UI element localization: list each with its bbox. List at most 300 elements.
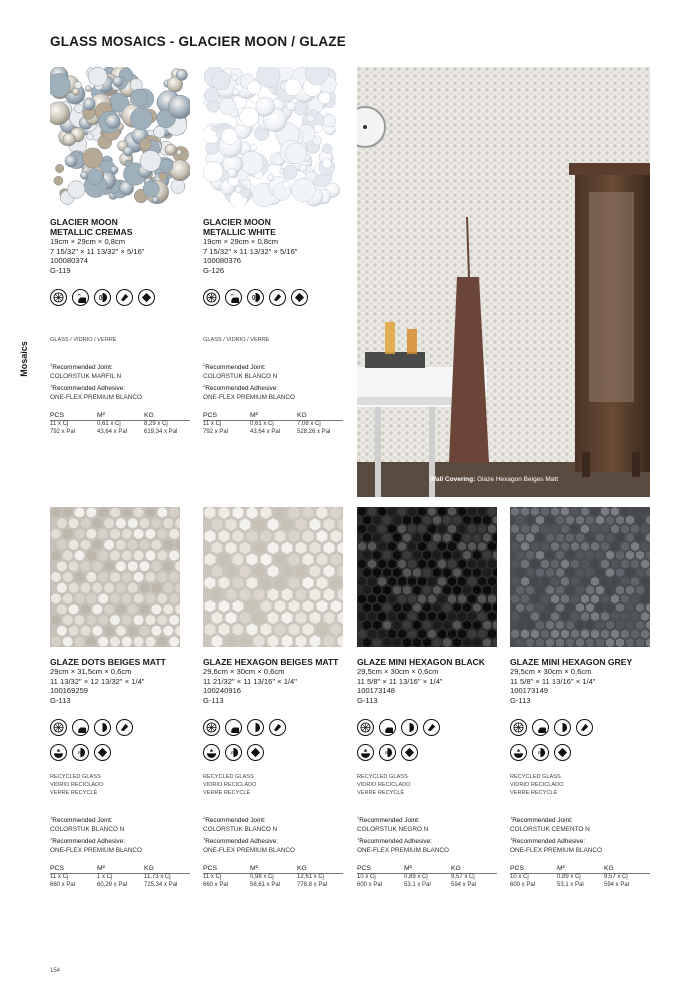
mosaic-piece: [247, 81, 261, 95]
mosaic-piece: [69, 518, 79, 528]
wall-use-icon: [116, 719, 133, 736]
product-name: GLACIER MOON METALLIC WHITE: [203, 217, 276, 237]
mosaic-piece: [232, 89, 239, 96]
wall-use-icon: [423, 719, 440, 736]
mosaic-piece: [85, 86, 91, 92]
mosaic-piece: [98, 529, 108, 539]
mosaic-piece: [212, 125, 218, 131]
mosaic-piece: [140, 583, 150, 593]
product-group: G-119: [50, 265, 71, 275]
mosaic-piece: [170, 160, 190, 181]
mosaic-piece: [240, 151, 263, 174]
mosaic-piece: [57, 583, 67, 593]
mosaic-piece: [176, 150, 182, 156]
mosaic-piece: [283, 181, 290, 188]
product-group: G-126: [203, 265, 225, 275]
interior-use-icon: [247, 719, 264, 736]
tile-swatch: [203, 67, 343, 207]
recycled-content-icon: [72, 744, 89, 761]
mosaic-piece: [116, 604, 126, 614]
mosaic-piece: [75, 615, 85, 625]
interior-use-icon: [94, 719, 111, 736]
mosaic-piece: [98, 637, 108, 647]
mosaic-piece: [134, 637, 144, 647]
mosaic-piece: [151, 561, 161, 571]
mosaic-piece: [123, 146, 133, 156]
packing-table: PCS M² KG 11 x Cj 0,61 x Cj 7,08 x Cj 792 x Pal 43,64 x Pal 528,26 x Pal: [203, 412, 343, 436]
mosaic-piece: [51, 594, 61, 604]
mosaic-piece: [50, 102, 70, 125]
wall-use-icon: [116, 289, 133, 306]
mosaic-piece: [128, 604, 138, 614]
mosaic-piece: [139, 138, 151, 150]
interior-use-icon: [554, 719, 571, 736]
floor-use-icon: [138, 289, 155, 306]
mosaic-piece: [322, 159, 331, 168]
mosaic-piece: [163, 540, 173, 550]
wet-area-icon: [72, 289, 89, 306]
property-icons-row2: [357, 744, 502, 761]
frost-resistance-icon: [357, 719, 374, 736]
mosaic-piece: [116, 626, 126, 636]
svg-text:R: R: [384, 750, 389, 756]
product-image[interactable]: [357, 507, 497, 647]
product-group: G-113: [203, 695, 224, 705]
product-code: 100080374: [50, 256, 89, 265]
size-metric: 19cm × 29cm × 0,8cm: [50, 237, 126, 246]
mosaic-piece: [75, 572, 85, 582]
mosaic-piece: [75, 507, 85, 517]
mosaic-piece: [157, 507, 167, 517]
mosaic-piece: [51, 615, 61, 625]
product-card-glaze-dots-beiges-matt[interactable]: [50, 507, 195, 889]
mosaic-piece: [125, 160, 132, 167]
svg-text:R: R: [230, 750, 235, 756]
mosaic-piece: [163, 604, 173, 614]
wet-area-icon: [225, 719, 242, 736]
page-title: GLASS MOSAICS - GLACIER MOON / GLAZE: [50, 34, 346, 49]
mosaic-piece: [110, 507, 120, 517]
mosaic-piece: [151, 626, 161, 636]
product-name: GLAZE MINI HEXAGON GREY: [510, 657, 633, 667]
mosaic-piece: [69, 626, 79, 636]
property-icons-row2: [510, 744, 655, 761]
mosaic-piece: [228, 168, 237, 177]
tile-swatch: [510, 507, 650, 647]
pool-use-icon: [203, 744, 220, 761]
mosaic-piece: [57, 626, 67, 636]
mosaic-piece: [63, 529, 73, 539]
mosaic-piece: [168, 95, 190, 119]
floor-use-icon: [554, 744, 571, 761]
photo-caption: Wall Covering: Glaze Hexagon Beiges Matt: [430, 476, 559, 483]
product-card-glacier-moon-metallic-white[interactable]: [203, 67, 348, 436]
mosaic-piece: [83, 98, 95, 110]
pool-use-icon: [50, 744, 67, 761]
property-icons: [510, 719, 655, 736]
mosaic-piece: [128, 518, 138, 528]
mosaic-piece: [122, 551, 132, 561]
mosaic-piece: [151, 518, 161, 528]
size-metric: 29,5cm × 30cm × 0,6cm: [510, 667, 592, 676]
recommendations: $^1$Recommended Joint: COLORSTUK BLANCO N $^1$Recommended Adhesive: ONE-FLEX PREMIUM BLANCO: [50, 815, 142, 855]
mosaic-piece: [169, 594, 179, 604]
mosaic-piece: [165, 144, 176, 155]
product-image[interactable]: [203, 67, 343, 207]
mosaic-piece: [134, 615, 144, 625]
product-card-glaze-hexagon-beiges-matt[interactable]: [203, 507, 348, 889]
mosaic-piece: [134, 529, 144, 539]
wet-area-icon: [72, 719, 89, 736]
mosaic-piece: [283, 165, 297, 179]
mosaic-piece: [92, 540, 102, 550]
mosaic-piece: [151, 604, 161, 614]
mosaic-piece: [311, 109, 317, 115]
mosaic-piece: [235, 186, 242, 193]
mosaic-piece: [163, 583, 173, 593]
mosaic-piece: [92, 626, 102, 636]
mosaic-piece: [134, 551, 144, 561]
mosaic-piece: [75, 594, 85, 604]
product-code: 100173149: [510, 686, 549, 695]
mosaic-piece: [81, 626, 91, 636]
mosaic-piece: [169, 637, 179, 647]
material-label: GLASS / VIDRIO / VERRE: [50, 337, 117, 343]
mosaic-piece: [98, 615, 108, 625]
mosaic-piece: [104, 604, 114, 614]
material-label: RECYCLED GLASS VIDRIO RECICLADO VERRE RECYCLÉ: [357, 774, 411, 796]
frost-resistance-icon: [510, 719, 527, 736]
mosaic-piece: [81, 518, 91, 528]
mosaic-piece: [122, 594, 132, 604]
wet-area-icon: [379, 719, 396, 736]
mosaic-piece: [268, 174, 274, 180]
tile-swatch: [357, 507, 497, 647]
size-imperial: 7 15/32" × 11 13/32" × 5/16": [50, 246, 145, 256]
mosaic-piece: [140, 604, 150, 614]
property-icons: [203, 289, 348, 306]
mosaic-piece: [143, 181, 159, 197]
mosaic-piece: [116, 540, 126, 550]
mosaic-piece: [50, 74, 70, 98]
mosaic-piece: [75, 551, 85, 561]
property-icons: [50, 289, 195, 306]
mosaic-piece: [98, 507, 108, 517]
mosaic-piece: [146, 572, 156, 582]
mosaic-piece: [146, 507, 156, 517]
mosaic-piece: [104, 626, 114, 636]
size-metric: 29,6cm × 30cm × 0,6cm: [203, 667, 285, 676]
interior-use-icon: [401, 719, 418, 736]
mosaic-piece: [86, 529, 96, 539]
mosaic-piece: [169, 572, 179, 582]
mosaic-piece: [57, 540, 67, 550]
product-code: 100080376: [203, 256, 242, 265]
product-image[interactable]: [50, 507, 190, 647]
size-imperial: 7 15/32" × 11 13/32" × 5/16": [203, 246, 298, 256]
mosaic-piece: [54, 176, 63, 185]
recycled-content-icon: [532, 744, 549, 761]
packing-table: PCS M² KG 10 x Cj 0,89 x Cj 9,57 x Cj 600 x Pal 53,1 x Pal 594 x Pal: [357, 865, 497, 889]
size-metric: 19cm × 29cm × 0,8cm: [203, 237, 279, 246]
mosaic-piece: [160, 159, 173, 172]
mosaic-piece: [169, 615, 179, 625]
mosaic-piece: [81, 583, 91, 593]
mosaic-piece: [163, 561, 173, 571]
mosaic-piece: [116, 518, 126, 528]
mosaic-piece: [106, 114, 120, 128]
product-card-glacier-moon-metallic-cremas[interactable]: [50, 67, 195, 436]
mosaic-piece: [80, 172, 88, 180]
mosaic-piece: [324, 115, 336, 127]
mosaic-piece: [104, 518, 114, 528]
mosaic-piece: [63, 133, 76, 146]
product-name: GLAZE DOTS BEIGES MATT: [50, 657, 166, 667]
product-image[interactable]: [510, 507, 650, 647]
mosaic-piece: [69, 561, 79, 571]
mosaic-piece: [75, 529, 85, 539]
material-label: RECYCLED GLASS VIDRIO RECICLADO VERRE RECYCLÉ: [510, 774, 564, 796]
mosaic-piece: [146, 615, 156, 625]
material-label: RECYCLED GLASS VIDRIO RECICLADO VERRE RECYCLÉ: [50, 774, 104, 796]
interior-use-icon: [247, 289, 264, 306]
mosaic-piece: [322, 144, 332, 154]
mosaic-piece: [232, 75, 238, 81]
frost-resistance-icon: [50, 719, 67, 736]
mosaic-piece: [72, 88, 79, 95]
tile-swatch: [50, 507, 180, 647]
mosaic-piece: [284, 79, 301, 96]
mosaic-piece: [176, 69, 187, 80]
recommendations: $^1$Recommended Joint: COLORSTUK BLANCO N $^1$Recommended Adhesive: ONE-FLEX PREMIUM BLANCO: [203, 815, 295, 855]
mosaic-piece: [157, 572, 167, 582]
product-card-glaze-mini-hexagon-black[interactable]: [357, 507, 502, 889]
mosaic-piece: [110, 166, 118, 174]
mosaic-piece: [55, 164, 63, 172]
page-number: 154: [50, 968, 61, 974]
mosaic-piece: [86, 594, 96, 604]
mosaic-piece: [110, 572, 120, 582]
mosaic-piece: [98, 572, 108, 582]
mosaic-piece: [81, 540, 91, 550]
mosaic-piece: [152, 197, 159, 204]
product-name: GLAZE HEXAGON BEIGES MATT: [203, 657, 339, 667]
packing-table: PCS M² KG 10 x Cj 0,89 x Cj 9,57 x Cj 600 x Pal 53,1 x Pal 594 x Pal: [510, 865, 650, 889]
property-icons-row2: [203, 744, 348, 761]
mosaic-piece: [128, 540, 138, 550]
product-code: 100240916: [203, 686, 242, 695]
mosaic-piece: [163, 626, 173, 636]
mosaic-piece: [169, 529, 179, 539]
mosaic-piece: [63, 572, 73, 582]
mosaic-piece: [92, 604, 102, 614]
mosaic-piece: [286, 143, 307, 164]
product-name: GLAZE MINI HEXAGON BLACK: [357, 657, 485, 667]
interior-use-icon: [94, 289, 111, 306]
mosaic-piece: [92, 518, 102, 528]
mosaic-piece: [63, 615, 73, 625]
mosaic-piece: [104, 540, 114, 550]
recommendations: $^1$Recommended Joint: COLORSTUK CEMENTO N $^1$Recommended Adhesive: ONE-FLEX PREMIUM BLANCO: [510, 815, 602, 855]
side-label: Mosaics: [19, 341, 29, 377]
size-metric: 29cm × 31,5cm × 0,6cm: [50, 667, 132, 676]
mosaic-piece: [81, 604, 91, 614]
wet-area-icon: [532, 719, 549, 736]
mosaic-piece: [146, 551, 156, 561]
mosaic-piece: [151, 583, 161, 593]
frost-resistance-icon: [203, 719, 220, 736]
mosaic-piece: [87, 169, 103, 185]
product-card-glaze-mini-hexagon-grey[interactable]: [510, 507, 655, 889]
mosaic-piece: [57, 604, 67, 614]
mosaic-piece: [163, 518, 173, 528]
floor-use-icon: [401, 744, 418, 761]
tile-swatch: [203, 507, 343, 647]
mosaic-piece: [65, 155, 77, 167]
mosaic-piece: [146, 529, 156, 539]
floor-use-icon: [291, 289, 308, 306]
mosaic-piece: [83, 148, 103, 168]
mosaic-piece: [51, 637, 61, 647]
material-label: GLASS / VIDRIO / VERRE: [203, 337, 270, 343]
mosaic-piece: [134, 507, 144, 517]
mosaic-piece: [88, 67, 107, 86]
mosaic-piece: [299, 164, 307, 172]
mosaic-piece: [140, 518, 150, 528]
pool-use-icon: [357, 744, 374, 761]
mosaic-piece: [116, 561, 126, 571]
mosaic-piece: [86, 637, 96, 647]
mosaic-piece: [74, 82, 81, 89]
mosaic-piece: [63, 551, 73, 561]
mosaic-piece: [69, 604, 79, 614]
mosaic-piece: [122, 529, 132, 539]
mosaic-piece: [92, 561, 102, 571]
mosaic-piece: [98, 551, 108, 561]
mosaic-piece: [122, 507, 132, 517]
mosaic-piece: [75, 104, 84, 113]
mosaic-piece: [86, 551, 96, 561]
product-name: GLACIER MOON METALLIC CREMAS: [50, 217, 133, 237]
property-icons: [357, 719, 502, 736]
mosaic-piece: [140, 561, 150, 571]
mosaic-piece: [128, 583, 138, 593]
mosaic-piece: [110, 551, 120, 561]
mosaic-piece: [140, 626, 150, 636]
mosaic-piece: [86, 507, 96, 517]
size-imperial: 11 5/8" × 11 13/16" × 1/4": [357, 676, 443, 686]
mosaic-piece: [63, 507, 73, 517]
mosaic-piece: [63, 594, 73, 604]
mosaic-piece: [256, 97, 275, 116]
frost-resistance-icon: [203, 289, 220, 306]
mosaic-piece: [134, 572, 144, 582]
mosaic-piece: [68, 181, 85, 198]
product-group: G-113: [510, 695, 531, 705]
wall-use-icon: [269, 289, 286, 306]
size-metric: 29,5cm × 30cm × 0,6cm: [357, 667, 439, 676]
mosaic-piece: [92, 583, 102, 593]
product-image[interactable]: [50, 67, 190, 207]
mosaic-piece: [212, 71, 231, 90]
product-image[interactable]: [203, 507, 343, 647]
mosaic-piece: [116, 583, 126, 593]
mosaic-piece: [292, 178, 316, 202]
recycled-content-icon: [379, 744, 396, 761]
mosaic-piece: [221, 128, 237, 144]
packing-table: PCS M² KG 11 x Cj 0,61 x Cj 8,29 x Cj 792 x Pal 43,64 x Pal 619,34 x Pal: [50, 412, 190, 436]
property-icons: [50, 719, 195, 736]
recommendations: $^1$Recommended Joint: COLORSTUK BLANCO N $^1$Recommended Adhesive: ONE-FLEX PREMIUM BLANCO: [203, 362, 295, 402]
mosaic-piece: [98, 594, 108, 604]
mosaic-piece: [57, 561, 67, 571]
mosaic-piece: [134, 594, 144, 604]
mosaic-piece: [131, 89, 148, 106]
mosaic-piece: [110, 529, 120, 539]
mosaic-piece: [146, 637, 156, 647]
wet-area-icon: [225, 289, 242, 306]
recommendations: $^1$Recommended Joint: COLORSTUK MARFIL N $^1$Recommended Adhesive: ONE-FLEX PREMIUM BLANCO: [50, 362, 142, 402]
mosaic-piece: [251, 144, 257, 150]
mosaic-piece: [157, 615, 167, 625]
size-imperial: 11 5/8" × 11 13/16" × 1/4": [510, 676, 596, 686]
mosaic-piece: [130, 108, 152, 130]
mosaic-piece: [219, 98, 236, 115]
mosaic-piece: [69, 540, 79, 550]
mosaic-piece: [122, 572, 132, 582]
mosaic-piece: [287, 102, 296, 111]
property-icons-row2: [50, 744, 195, 761]
floor-use-icon: [247, 744, 264, 761]
mosaic-piece: [113, 76, 123, 86]
size-imperial: 11 21/32" × 11 13/16" × 1/4": [203, 676, 297, 686]
property-icons: [203, 719, 348, 736]
mosaic-piece: [154, 126, 166, 138]
mosaic-piece: [86, 133, 93, 140]
mosaic-piece: [171, 179, 185, 193]
mosaic-piece: [140, 150, 161, 171]
material-label: RECYCLED GLASS VIDRIO RECICLADO VERRE RECYCLÉ: [203, 774, 257, 796]
mosaic-piece: [51, 529, 61, 539]
mosaic-piece: [128, 561, 138, 571]
mosaic-piece: [157, 551, 167, 561]
mosaic-piece: [86, 615, 96, 625]
mosaic-piece: [51, 551, 61, 561]
mosaic-piece: [169, 507, 179, 517]
size-imperial: 11 13/32" × 12 13/32" × 1/4": [50, 676, 145, 686]
mosaic-piece: [157, 529, 167, 539]
mosaic-piece: [169, 551, 179, 561]
tile-swatch: [50, 67, 190, 207]
mosaic-piece: [240, 107, 259, 126]
frost-resistance-icon: [50, 289, 67, 306]
recycled-content-icon: [225, 744, 242, 761]
recommendations: $^1$Recommended Joint: COLORSTUK NEGRO N $^1$Recommended Adhesive: ONE-FLEX PREMIUM BLANCO: [357, 815, 449, 855]
product-code: 100173148: [357, 686, 396, 695]
mosaic-piece: [110, 594, 120, 604]
product-group: G-113: [357, 695, 378, 705]
mosaic-piece: [140, 540, 150, 550]
mosaic-piece: [110, 615, 120, 625]
mosaic-piece: [81, 561, 91, 571]
mosaic-piece: [203, 162, 223, 182]
svg-text:R: R: [77, 750, 82, 756]
mosaic-piece: [51, 507, 61, 517]
pool-use-icon: [510, 744, 527, 761]
mosaic-piece: [157, 637, 167, 647]
mosaic-piece: [319, 92, 331, 104]
product-group: G-113: [50, 695, 71, 705]
